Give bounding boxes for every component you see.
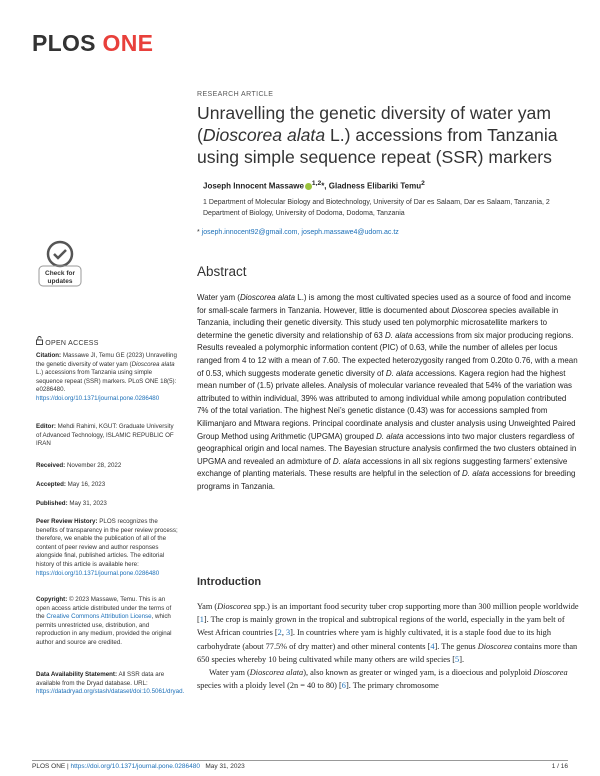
page-number: 1 / 16: [551, 763, 568, 770]
license-link[interactable]: Creative Commons Attribution License: [46, 613, 152, 621]
email-link[interactable]: joseph.innocent92@gmail.com, joseph.massawe4@udom.ac.tz: [201, 229, 399, 236]
affiliations: 1 Department of Molecular Biology and Biotechnology, University of Dar es Salaam, Dar es Salaam, Tanzania, 2 Department of Biology, University of Dodoma, Dodoma, Tanzania: [203, 199, 550, 217]
author-list: Joseph Innocent Massawe $^{1,2}$*, Gladness Elibariki Temu$^2$: [203, 180, 425, 191]
peer-review-history: Peer Review History: PLOS recognizes the benefits of transparency in the peer review process; therefore, we enable the publication of all of the content of peer review and author responses alongside final, published articles. The editorial history of this article is available here: https://doi.org/10.1371/journal.pone.0286480: [36, 518, 178, 577]
intro-paragraph: Yam (Dioscorea spp.) is an important food security tuber crop supporting more than 300 million people worldwide [1]. The crop is mainly grown in the tropical and subtropical regions of the world, especially in the yam belt of West African countries [2, 3]. In countries where yam is highly cultivated, it is a staple food due to its high carbohydrate (about 77.5% of dry matter) and other mineral contents [4]. The genus Dioscorea contains more than 650 species whereby 10 being cultivated while many others are wild species [5].: [197, 602, 579, 664]
citation-doi-link[interactable]: https://doi.org/10.1371/journal.pone.0286480: [36, 394, 160, 402]
page-footer: PLOS ONE | https://doi.org/10.1371/journal.pone.0286480 May 31, 2023 1 / 16: [32, 763, 568, 770]
abstract-heading: Abstract: [197, 264, 247, 279]
reference-link[interactable]: 4: [430, 641, 435, 651]
footer-doi-link[interactable]: https://doi.org/10.1371/journal.pone.0286480: [70, 763, 200, 770]
citation: Citation: Massawe JI, Temu GE (2023) Unravelling the genetic diversity of water yam (Dioscorea alata L.) accessions from Tanzania using simple sequence repeat (SSR) markers. PLoS ONE 18(5): e0286480. https://doi.org/10.1371/journal.pone.0286480: [36, 352, 177, 402]
article-type: RESEARCH ARTICLE: [197, 91, 274, 98]
editor: Editor: Mehdi Rahimi, KGUT: Graduate University of Advanced Technology, ISLAMIC REPUBLIC OF IRAN: [36, 423, 174, 448]
dryad-link[interactable]: https://datadryad.org/stash/dataset/doi:10.5061/dryad.: [36, 688, 185, 696]
intro-paragraph: Water yam (Dioscorea alata), also known as greater or winged yam, is a dioecious and polyploid Dioscorea species with a ploidy level (2n = 40 to 80) [6]. The primary chromosome: [197, 668, 568, 691]
author-name[interactable]: Joseph Innocent Massawe: [203, 181, 304, 191]
introduction-heading: Introduction: [197, 576, 262, 588]
copyright: Copyright: © 2023 Massawe, Temu. This is an open access article distributed under the terms of the Creative Commons Attribution License, which permits unrestricted use, distribution, and reproduction in any medium, provided the original author and source are credited.: [36, 596, 172, 646]
accepted-date: Accepted: May 16, 2023: [36, 481, 106, 488]
correspondence: * joseph.innocent92@gmail.com, joseph.massawe4@udom.ac.tz: [197, 229, 399, 236]
reference-link[interactable]: 3: [285, 628, 291, 638]
logo-plos-text: PLOS: [32, 30, 96, 56]
reference-link[interactable]: 1: [199, 615, 204, 625]
published-date: Published: May 31, 2023: [36, 500, 107, 507]
abstract-body: Water yam (Dioscorea alata L.) is among the most cultivated species used as a source of food and income for small-scale farmers in Tanzania. However, little is documented about Dioscorea species available in Tanzania, including their genetic diversity. This study used ten polymorphic microsatellite markers to determine the genetic diversity and relationship of 63 D. alata accessions from six major producing regions. Results revealed a polymorphic information content (PIC) of 0.63, while the number of alleles per locus ranged from 4 to 12 with a mean of 7.60. The expected heterozygosity ranged from 0.20to 0.76, with a mean of 0.53, which suggests moderate genetic diversity of D. alata accessions. Kagera region had the highest mean number of (1.5) private alleles. Analysis of molecular variance revealed that 54% of the variation was attributed to within individual, 39% was attributed to among individual while among population contributed 7% of the total variation. The highest Nei’s genetic distance (0.43) was for accessions sampled from Kilimanjaro and Mtwara regions. Principal coordinate analysis and cluster analysis using Unweighted Paired Group Method using Arithmetic (UPGMA) grouped D. alata accessions into two major clusters regardless of geographical origin and local names. The Bayesian structure analysis confirmed the two clusters obtained in UPGMA and revealed an admixture of D. alata accessions in all six regions suggesting farmers’ extensive exchange of planting materials. These results are helpful in the selection of D. alata accessions for breeding programs in Tanzania.: [197, 293, 578, 491]
logo-one-text: ONE: [102, 30, 154, 56]
reference-link[interactable]: 5: [455, 654, 460, 664]
journal-logo: [32, 30, 153, 57]
author-name[interactable]: Gladness Elibariki Temu: [328, 181, 422, 191]
reference-link[interactable]: 6: [341, 681, 346, 691]
received-date: Received: November 28, 2022: [36, 462, 122, 469]
reference-link[interactable]: 2: [277, 628, 282, 638]
article-title: Unravelling the genetic diversity of water yam (Dioscorea alata L.) accessions from Tanzania using simple sequence repeat (SSR) markers: [197, 103, 558, 167]
footer-divider: [32, 760, 568, 761]
check-for-updates-label[interactable]: Check for updates: [45, 270, 75, 285]
open-lock-icon: [36, 336, 43, 345]
introduction-body: [197, 600, 579, 692]
peer-review-link[interactable]: https://doi.org/10.1371/journal.pone.0286480: [36, 569, 160, 577]
open-access-badge: OPEN ACCESS: [36, 336, 99, 347]
data-availability: Data Availability Statement: All SSR data are available from the Dryad database. URL: https://datadryad.org/stash/dataset/doi:10.5061/dryad.: [36, 671, 185, 696]
orcid-icon[interactable]: [305, 183, 312, 190]
